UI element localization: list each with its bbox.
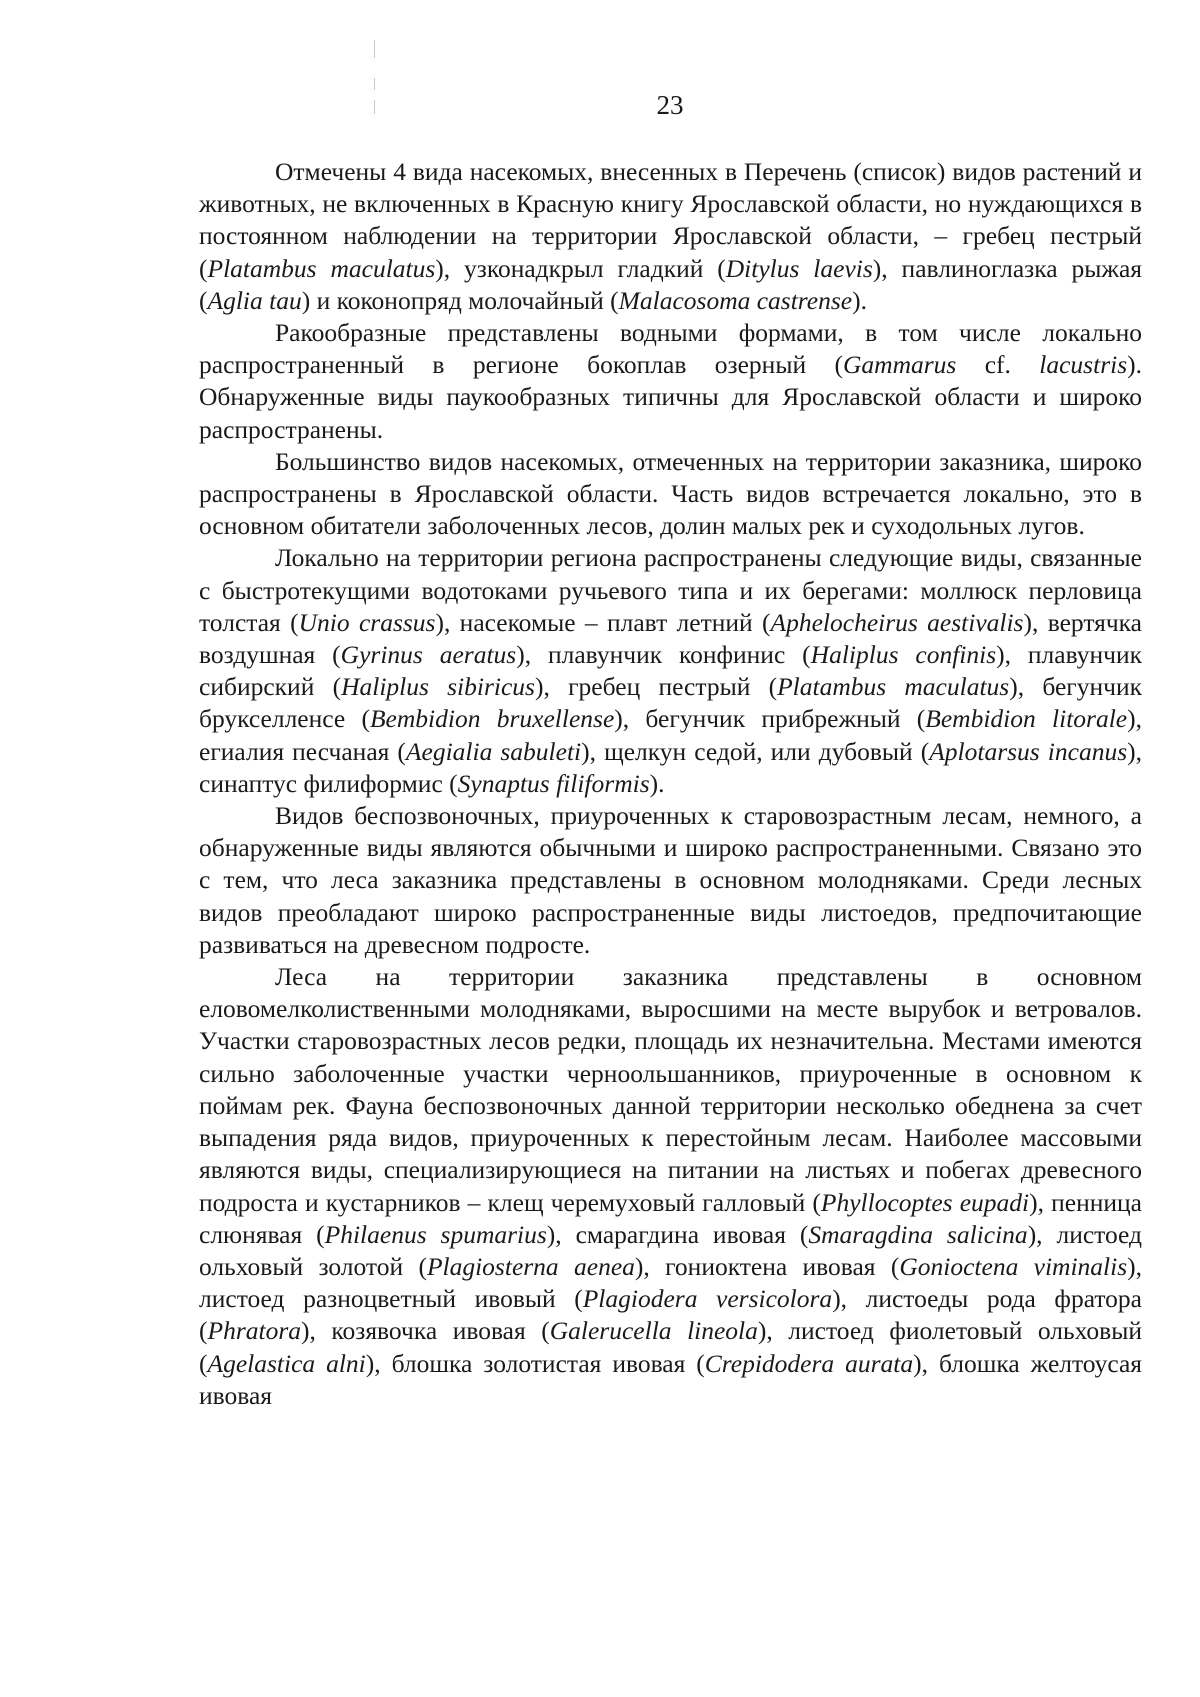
species-latin-name: Aegialia sabuleti: [405, 736, 582, 766]
species-latin-name: Haliplus confinis: [810, 640, 997, 670]
text-run: ), гребец пестрый (: [534, 672, 778, 702]
text-run: ), павлиноглазка рыжая (: [199, 253, 1143, 315]
species-latin-name: Haliplus sibiricus: [341, 672, 535, 702]
text-run: ), гониоктена ивовая (: [634, 1251, 900, 1281]
species-latin-name: Agelastica alni: [207, 1348, 366, 1378]
text-run: ), блошка золотистая ивовая (: [365, 1348, 705, 1378]
paragraph: [199, 317, 1142, 446]
species-latin-name: Malacosoma castrense: [618, 285, 853, 315]
paragraph: [199, 800, 1142, 961]
text-run: ), плавунчик сибирский (: [199, 640, 1143, 702]
text-run: ), бегунчик брукселленсе (: [199, 672, 1143, 734]
paragraph: [199, 542, 1142, 800]
text-run: ), листоед ольховый золотой (: [199, 1219, 1142, 1281]
species-latin-name: Platambus maculatus: [777, 672, 1010, 702]
species-latin-name: Gyrinus aeratus: [340, 640, 517, 670]
species-latin-name: Plagiodera versicolora: [582, 1284, 833, 1314]
text-run: ), листоед разноцветный ивовый (: [199, 1251, 1143, 1314]
text-run: ).: [649, 768, 665, 798]
species-latin-name: Aplotarsus incanus: [929, 736, 1128, 766]
text-run: ), щелкун седой, или дубовый (: [581, 736, 930, 766]
paragraph: [199, 156, 1142, 317]
species-latin-name: Platambus maculatus: [207, 253, 436, 283]
paragraph: [199, 446, 1142, 543]
scan-artifact-line: [374, 40, 375, 58]
text-run: ), плавунчик конфинис (: [516, 640, 811, 670]
text-run: ), вертячка воздушная (: [199, 607, 1142, 670]
text-run: ), блошка желтоусая ивовая: [199, 1348, 1143, 1410]
text-run: Ракообразные представлены водными формами, в том числе локально распространенный в регионе бокоплав озерный (: [199, 318, 1142, 380]
species-latin-name: Galerucella lineola: [549, 1316, 758, 1346]
text-run: cf.: [956, 350, 1040, 380]
species-latin-name: Bembidion litorale: [925, 704, 1128, 734]
species-latin-name: Bembidion bruxellense: [369, 704, 615, 734]
text-run: Отмечены 4 вида насекомых, внесенных в Перечень (список) видов растений и животных, не включенных в Красную книгу Ярославской области, но нуждающихся в постоянном наблюдении на территории Ярославской области, – гребец пестрый (: [199, 157, 1142, 283]
text-run: ), пенница слюнявая (: [199, 1187, 1142, 1249]
paragraph: [199, 961, 1142, 1412]
species-latin-name: Phyllocoptes eupadi: [820, 1187, 1030, 1217]
species-latin-name: Crepidodera aurata: [704, 1348, 914, 1378]
species-latin-name: Aphelocheirus aestivalis: [770, 607, 1024, 637]
text-run: Большинство видов насекомых, отмеченных на территории заказника, широко распространены в Ярославской области. Часть видов встречается локально, это в основном обитатели заболоченных лесов, долин малых рек и суходольных лугов.: [199, 446, 1142, 541]
species-latin-name: Gammarus: [842, 350, 957, 380]
species-latin-name: Plagiosterna aenea: [426, 1251, 635, 1281]
species-latin-name: Unio crassus: [298, 607, 436, 637]
species-latin-name: Ditylus laevis: [725, 253, 873, 283]
text-run: ), козявочка ивовая (: [301, 1316, 550, 1346]
scan-artifact-line: [374, 78, 375, 90]
page-number: 23: [656, 90, 684, 120]
text-run: Локально на территории региона распространены следующие виды, связанные с быстротекущими водотоками ручьевого типа и их берегами: моллюск перловица толстая (: [199, 543, 1142, 637]
text-run: ). Обнаруженные виды паукообразных типичны для Ярославской области и широко распространены.: [199, 350, 1142, 444]
body-text: [199, 156, 1142, 1412]
text-run: ), смарагдина ивовая (: [546, 1219, 809, 1249]
species-latin-name: Phratora: [207, 1316, 302, 1346]
species-latin-name: Aglia tau: [207, 285, 302, 315]
species-latin-name: lacustris: [1039, 350, 1128, 380]
text-run: ), листоед фиолетовый ольховый (: [199, 1316, 1142, 1378]
species-latin-name: Smaragdina salicina: [808, 1219, 1028, 1249]
text-run: ), егиалия песчаная (: [199, 704, 1142, 766]
text-run: ) и коконопряд молочайный (: [301, 285, 619, 315]
species-latin-name: Gonioctena viminalis: [899, 1251, 1128, 1281]
text-run: Леса на территории заказника представлены в основном еловомелколиственными молодняками, выросшими на месте вырубок и ветровалов. Участки старовозрастных лесов редки, площадь их незначительна. Местами имеются сильно заболоченные участки черноольшанников, приуроченные в основном к поймам рек. Фауна беспозвоночных данной территории несколько обеднена за счет выпадения ряда видов, приуроченных к перестойным лесам. Наиболее массовыми являются виды, специализирующиеся на питании на листьях и побегах древесного подроста и кустарников – клещ черемуховый галловый (: [199, 962, 1142, 1217]
text-run: ), бегунчик прибрежный (: [614, 704, 926, 734]
text-run: ), синаптус филиформис (: [199, 736, 1142, 798]
species-latin-name: Philaenus spumarius: [324, 1219, 547, 1249]
text-run: ), узконадкрыл гладкий (: [435, 253, 726, 283]
text-run: ), листоеды рода фратора (: [199, 1284, 1142, 1346]
species-latin-name: Synaptus filiformis: [457, 768, 650, 798]
text-run: ), насекомые – плавт летний (: [435, 607, 771, 637]
text-run: ).: [852, 285, 867, 315]
text-run: Видов беспозвоночных, приуроченных к старовозрастным лесам, немного, а обнаруженные виды являются обычными и широко распространенными. Связано это с тем, что леса заказника представлены в основном молодняками. Среди лесных видов преобладают широко распространенные виды листоедов, предпочитающие развиваться на древесном подросте.: [199, 801, 1142, 959]
